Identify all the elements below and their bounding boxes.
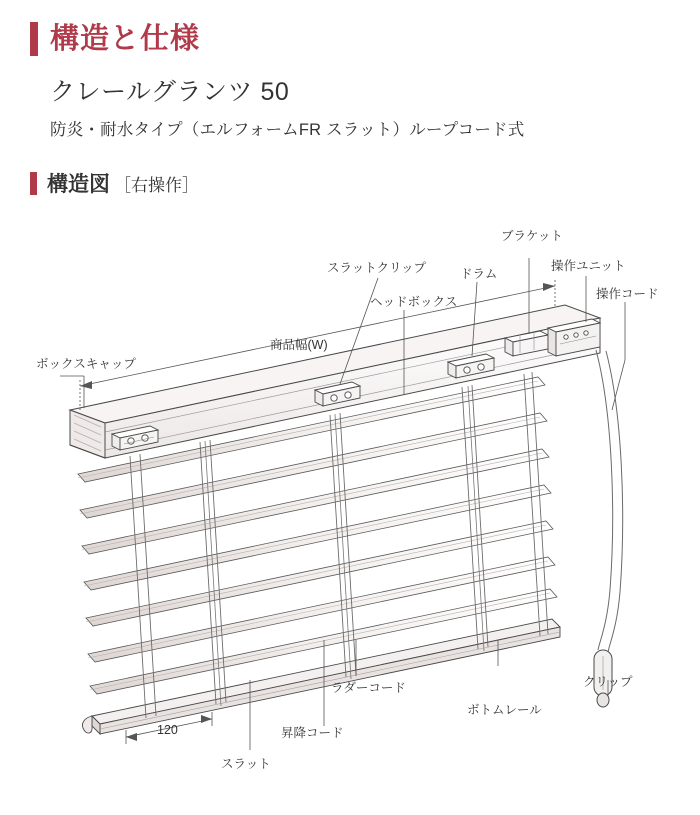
section-note: ［右操作］ (114, 176, 199, 195)
label-operation-cord: 操作コード (596, 287, 659, 301)
label-clip: クリップ (583, 675, 633, 689)
label-drum: ドラム (460, 267, 498, 281)
main-title-row (0, 22, 700, 56)
label-head-box: ヘッドボックス (370, 295, 458, 309)
label-ladder-cord: ラダーコード (331, 681, 406, 695)
diagram-svg (0, 210, 700, 810)
page-header (0, 0, 700, 198)
label-product-width: 商品幅(W) (270, 338, 328, 352)
label-lift-cord: 昇降コード (281, 726, 344, 740)
label-slat: スラット (221, 757, 271, 771)
blind-structure-diagram (0, 210, 700, 810)
product-subtitle: 防炎・耐水タイプ（エルフォームFR スラット）ループコード式 (50, 121, 525, 139)
label-box-cap: ボックスキャップ (36, 357, 136, 371)
label-dimension-120: 120 (157, 723, 178, 737)
title-accent-bar (30, 22, 38, 56)
page-title: 構造と仕様 (50, 22, 201, 55)
label-bracket: ブラケット (501, 229, 563, 243)
section-title: 構造図 (47, 173, 110, 196)
label-bottom-rail: ボトムレール (467, 703, 542, 717)
section-heading-row (0, 168, 700, 198)
label-slat-clip: スラットクリップ (327, 261, 427, 275)
section-accent-bar (30, 172, 37, 195)
label-operation-unit: 操作ユニット (551, 259, 626, 273)
product-name: クレールグランツ 50 (50, 78, 290, 106)
